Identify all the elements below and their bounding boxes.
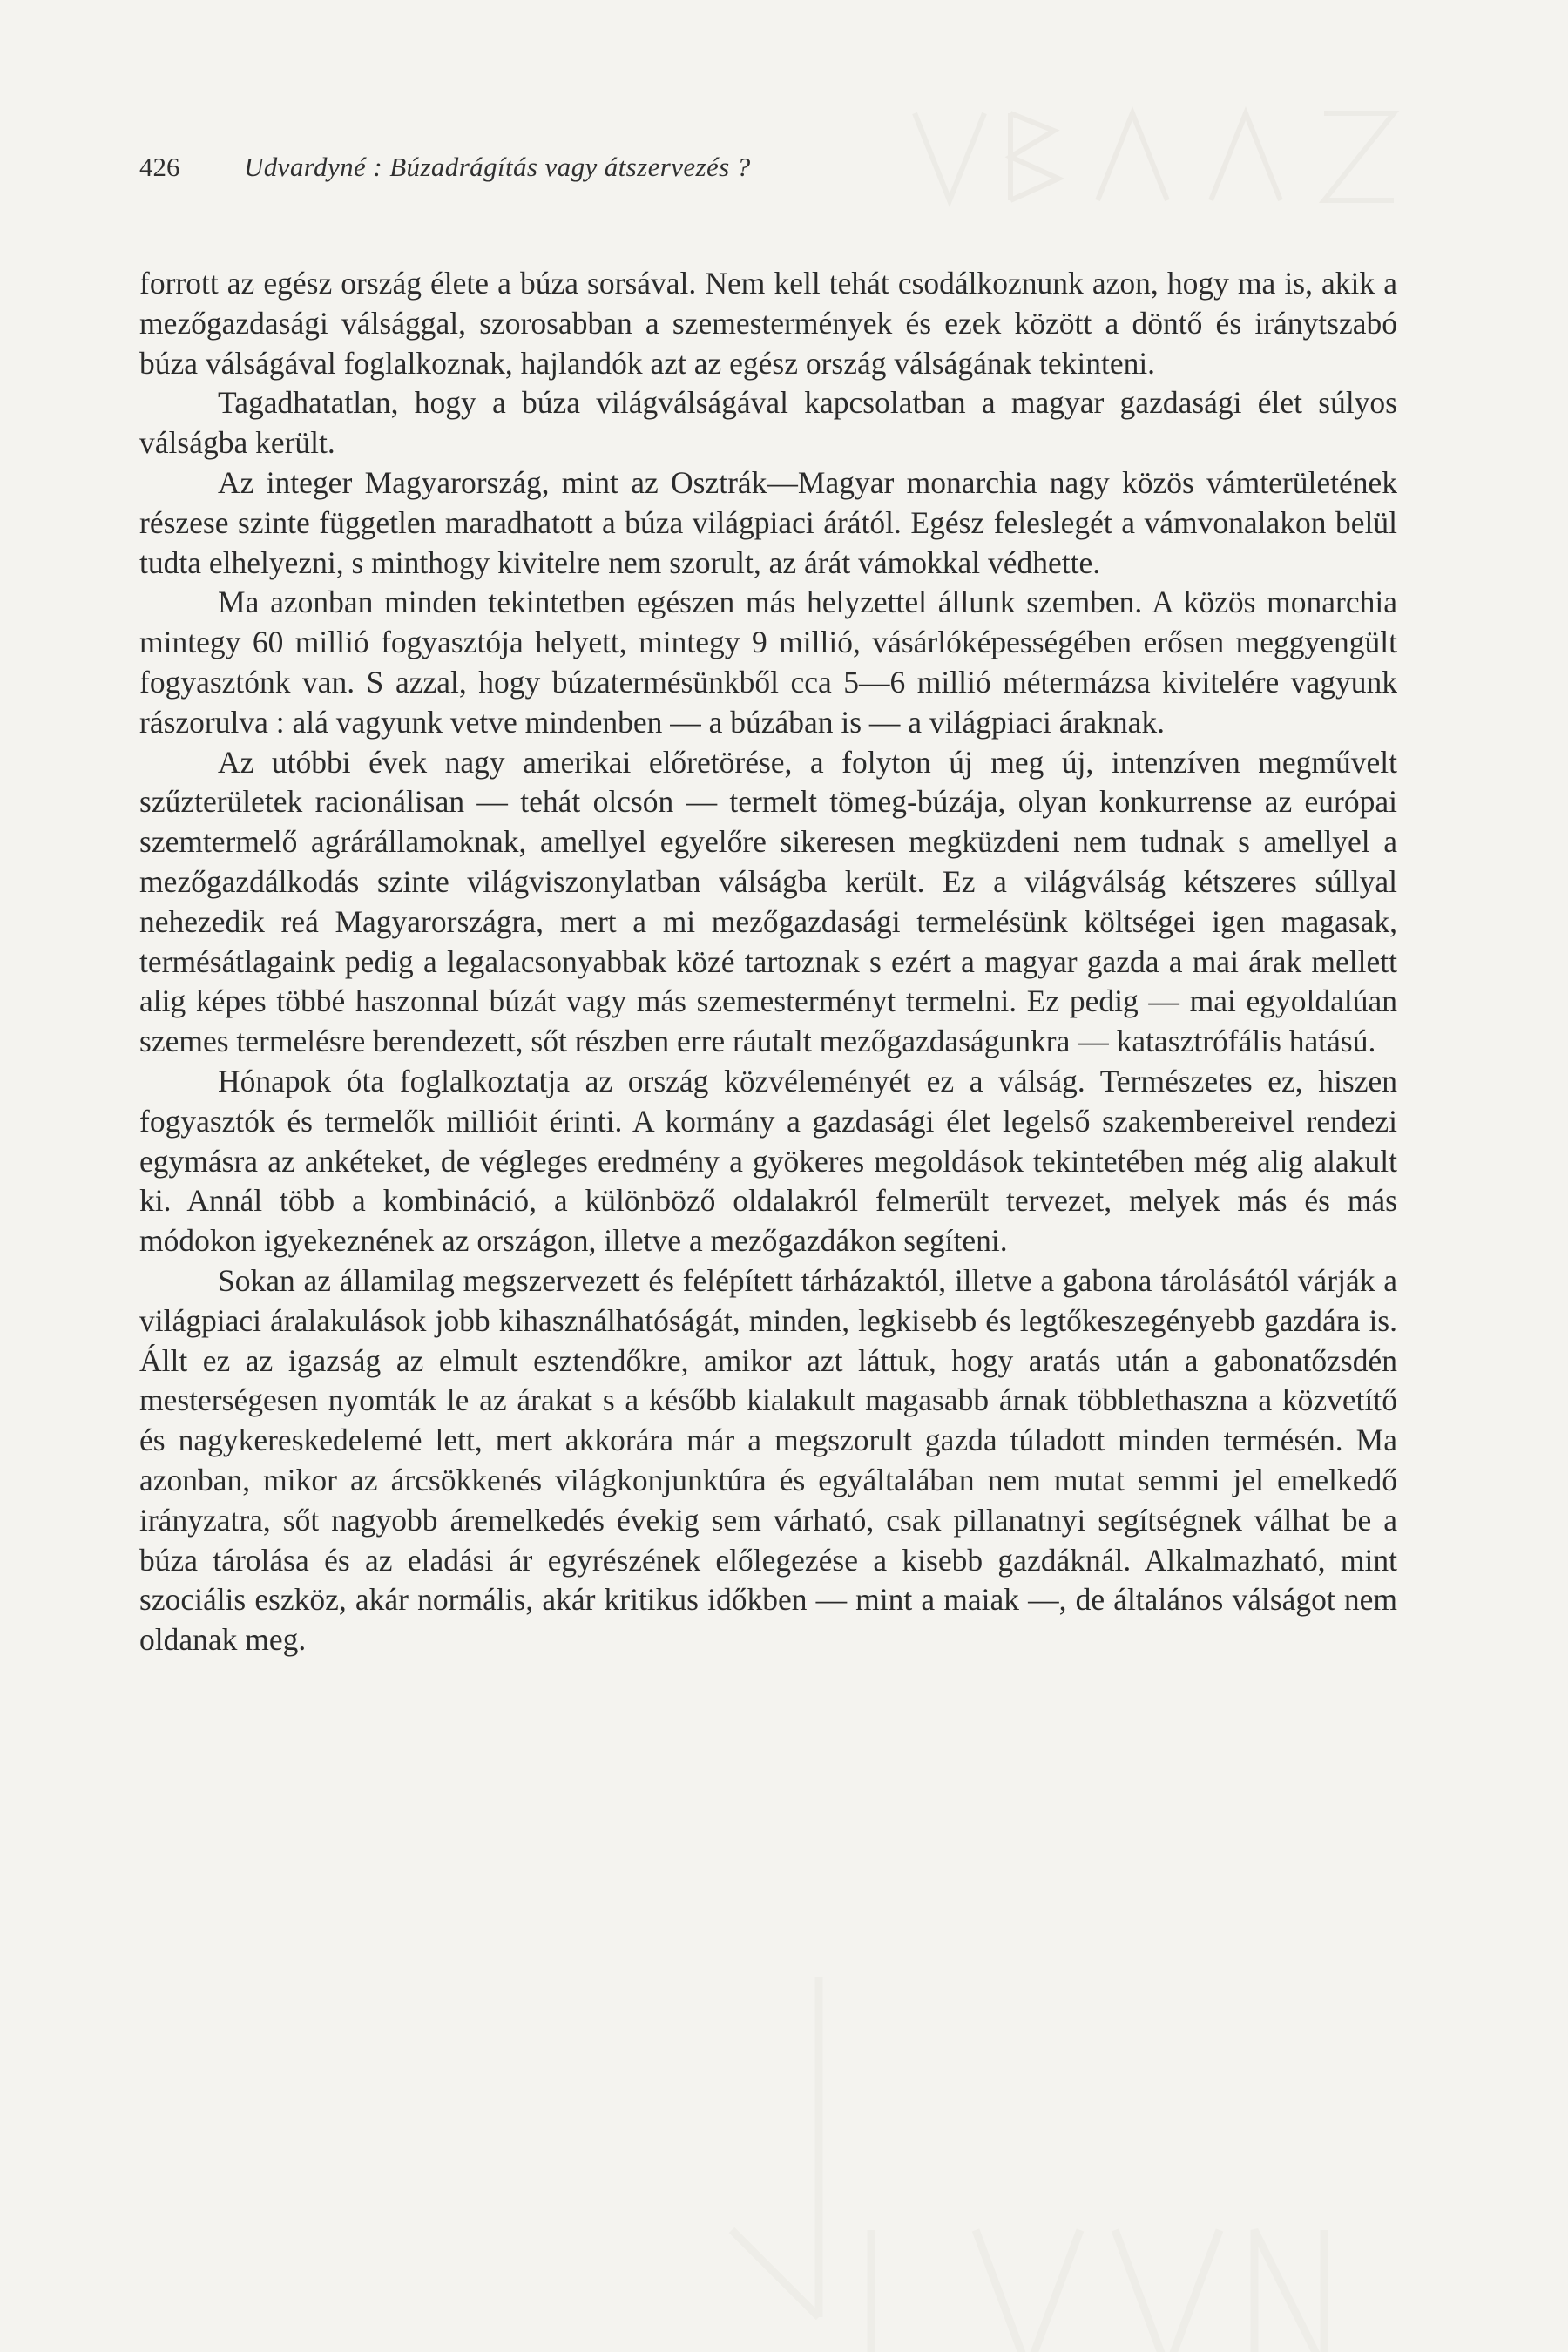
running-title: Udvardyné : Búzadrágítás vagy átszervezés ? [244,152,751,182]
page-number: 426 [139,152,180,182]
running-head [139,146,1411,188]
paragraph: Tagadhatatlan, hogy a búza világválságával kapcsolatban a magyar gazdasági élet súlyos válságba került. [139,385,1397,461]
paragraph: Ma azonban minden tekintetben egészen más helyzettel állunk szemben. A közös monarchia mintegy 60 millió fogyasztója helyett, mintegy 9 millió, vásárlóképességében erősen meggyengült fogyasztónk van. S azzal, hogy búzatermésünkből cca 5—6 millió métermázsa kivitelére vagyunk rászorulva : alá vagyunk vetve mindenben — a búzában is — a világpiaci áraknak. [139,585,1397,740]
paragraph: Az utóbbi évek nagy amerikai előretörése, a folyton új meg új, intenzíven megművelt szűzterületek racionálisan — tehát olcsón — termelt tömeg-búzája, olyan konkurrense az európai szemtermelő agrárállamoknak, amellyel egyelőre sikeresen megküzdeni nem tudnak s amellyel a mezőgazdálkodás szinte világviszonylatban válságba került. Ez a világválság kétszeres súllyal nehezedik reá Magyarországra, mert a mi mezőgazdasági termelésünk költségei igen magasak, termésátlagaink pedig a legalacsonyabbak közé tartoznak s ezért a magyar gazda a mai árak mellett alig képes többé haszonnal búzát vagy más szemesterményt termelni. Ez pedig — mai egyoldalúan szemes termelésre berendezett, sőt részben erre ráutalt mezőgazdaságunkra — katasztrófális hatású. [139,744,1397,1059]
paragraph: Sokan az államilag megszervezett és felépített tárházaktól, illetve a gabona tárolásától várják a világpiaci áralakulások jobb kihasználhatóságát, minden, legkisebb és legtőkeszegényebb gazdára is. Állt ez az igazság az elmult esztendőkre, amikor azt láttuk, hogy aratás után a gabonatőzsdén mesterségesen nyomták le az árakat s a később kialakult magasabb árnak többlethaszna a közvetítő és nagykereskedelemé lett, mert akkorára már a megszorult gazda túladott minden termésén. Ma azonban, mikor az árcsökkenés világkonjunktúra és egyáltalában nem mutat semmi jel emelkedő irányzatra, sőt nagyobb áremelkedés évekig sem várható, csak pillanatnyi segítségnek válhat be a búza tárolása és az eladási ár egyrészének előlegezése a kisebb gazdáknál. Alkalmazható, mint szociális eszköz, akár normális, akár kritikus időkben — mint a maiak —, de általános válságot nem oldanak meg. [139,1262,1397,1658]
body-text [139,264,1397,1660]
paragraph: Az integer Magyarország, mint az Osztrák—Magyar monarchia nagy közös vámterületének részese szinte független maradhatott a búza világpiaci árától. Egész feleslegét a vámvonalakon belül tudta elhelyezni, s minthogy kivitelre nem szorult, az árát vámokkal védhette. [139,464,1397,580]
paragraph: Hónapok óta foglalkoztatja az ország közvéleményét ez a válság. Természetes ez, hiszen fogyasztók és termelők millióit érinti. A kormány a gazdasági élet legelső szakembereivel rendezi egymásra az ankéteket, de végleges eredmény a gyökeres megoldások tekintetében még alig alakult ki. Annál több a kombináció, a különböző oldalakról felmerült tervezet, melyek más és más módokon igyekeznének az országon, illetve a mezőgazdákon segíteni. [139,1063,1397,1259]
paragraph: forrott az egész ország élete a búza sorsával. Nem kell tehát csodálkoznunk azon, hogy ma is, akik a mezőgazdasági válsággal, szorosabban a szemestermények és ezek között a döntő és iránytszabó búza válságával foglalkoznak, hajlandók azt az egész ország válságának tekinteni. [139,266,1397,381]
